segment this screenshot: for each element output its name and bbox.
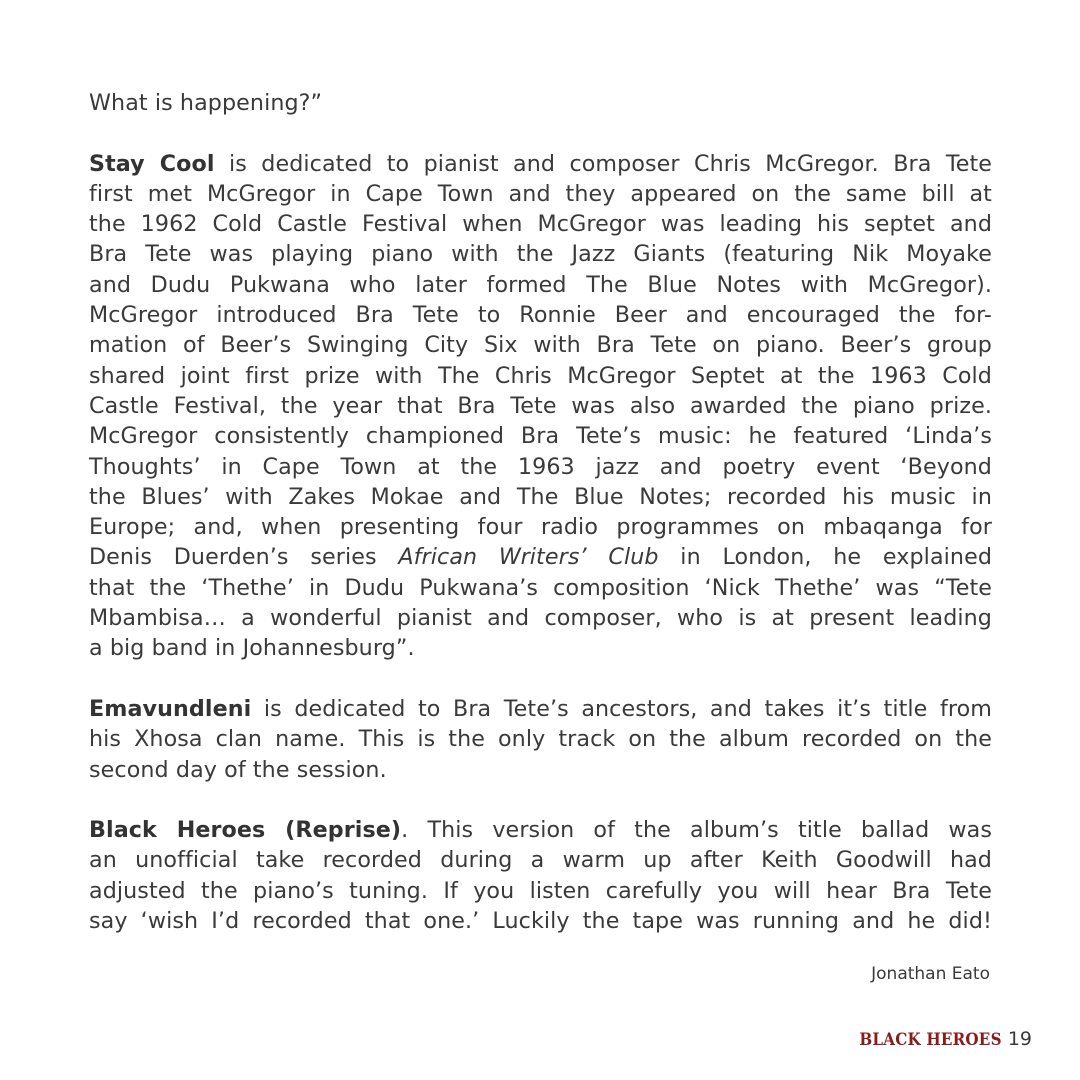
text-line: Europe; and, when presenting four radio programmes on mbaqanga for: [89, 514, 992, 541]
series-title: African Writers’ Club: [398, 544, 659, 571]
paragraph-stay-cool: Stay Cool is dedicated to pianist and composer Chris McGregor. Bra Tete first met McGregor in Cape Town and they appeared on the same bill at the 1962 Cold Castle Festival when McGregor was leading his septet and Bra Tete was playing piano with the Jazz Giants (featuring Nik Moyake and Dudu Pukwana who later formed The Blue Notes with McGregor). McGregor introduced Bra Tete to Ronnie Beer and encouraged the for- mation of Beer’s Swinging City Six with Bra Tete on piano. Beer’s group shared joint first prize with The Chris McGregor Septet at the 1963 Cold Castle Festival, the year that Bra Tete was also awarded the piano prize. McGregor consistently championed Bra Tete’s music: he featured ‘Linda’s Thoughts’ in Cape Town at the 1963 jazz and poetry event ‘Beyond the Blues’ with Zakes Mokae and The Blue Notes; recorded his music in Europe; and, when presenting four radio programmes on mbaqanga for Denis Duerden’s series African Writers’ Club in London, he explained that the ‘Thethe’ in Dudu Pukwana’s composition ‘Nick Thethe’ was “Tete Mbambisa… a wonderful pianist and composer, who is at present leading a big band in Johannesburg”.: [89, 149, 992, 664]
page-footer: [847, 1028, 1032, 1050]
text-line: the Blues’ with Zakes Mokae and The Blue Notes; recorded his music in: [89, 483, 992, 510]
text-line: say ‘wish I’d recorded that one.’ Luckily the tape was running and he did!: [89, 908, 992, 935]
page-body: [89, 88, 992, 936]
track-title: Stay Cool: [89, 150, 215, 177]
text-line: Bra Tete was playing piano with the Jazz Giants (featuring Nik Moyake: [89, 241, 992, 268]
footer-brand: BLACK HEROES: [859, 1030, 1002, 1049]
text-line: first met McGregor in Cape Town and they appeared on the same bill at: [89, 180, 992, 207]
text-line: second day of the session.: [89, 756, 387, 783]
track-title: Black Heroes (Reprise): [89, 817, 402, 844]
text-line: Denis Duerden’s series African Writers’ Club in London, he explained: [89, 544, 993, 571]
text-line: Thoughts’ in Cape Town at the 1963 jazz and poetry event ‘Beyond: [89, 453, 992, 480]
text-line: the 1962 Cold Castle Festival when McGregor was leading his septet and: [89, 211, 992, 238]
author-credit: Jonathan Eato: [871, 964, 990, 984]
text-line: Mbambisa… a wonderful pianist and composer, who is at present leading: [89, 605, 992, 632]
text-line: McGregor introduced Bra Tete to Ronnie Beer and encouraged the for-: [89, 302, 992, 329]
text-line: an unofficial take recorded during a warm up after Keith Goodwill had: [89, 847, 992, 874]
text-line: a big band in Johannesburg”.: [89, 635, 415, 662]
text-line: and Dudu Pukwana who later formed The Blue Notes with McGregor).: [89, 271, 992, 298]
text-line: McGregor consistently championed Bra Tete’s music: he featured ‘Linda’s: [89, 423, 992, 450]
text-line: shared joint first prize with The Chris McGregor Septet at the 1963 Cold: [89, 362, 992, 389]
paragraph-black-heroes-reprise: Black Heroes (Reprise). This version of the album’s title ballad was an unofficial take recorded during a warm up after Keith Goodwill had adjusted the piano’s tuning. If you listen carefully you will hear Bra Tete say ‘wish I’d recorded that one.’ Luckily the tape was running and he did!: [89, 815, 992, 936]
track-title: Emavundleni: [89, 695, 252, 722]
text-line: that the ‘Thethe’ in Dudu Pukwana’s composition ‘Nick Thethe’ was “Tete: [89, 574, 992, 601]
page-number: 19: [1007, 1028, 1032, 1050]
text-line: Castle Festival, the year that Bra Tete was also awarded the piano prize.: [89, 392, 992, 419]
text-line: adjusted the piano’s tuning. If you listen carefully you will hear Bra Tete: [89, 877, 992, 904]
paragraph-emavundleni: Emavundleni is dedicated to Bra Tete’s ancestors, and takes it’s title from his Xhosa clan name. This is the only track on the album recorded on the second day of the session.: [89, 694, 992, 785]
text-line: his Xhosa clan name. This is the only track on the album recorded on the: [89, 726, 992, 753]
intro-line: What is happening?”: [89, 90, 323, 116]
text-line: mation of Beer’s Swinging City Six with Bra Tete on piano. Beer’s group: [89, 332, 992, 359]
